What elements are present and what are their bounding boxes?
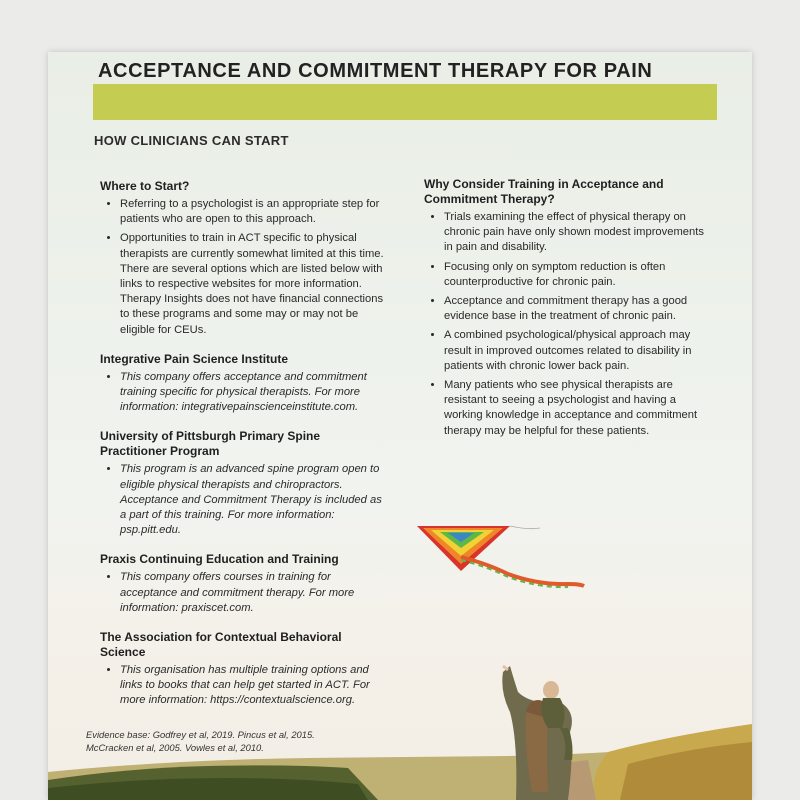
right-column: [424, 177, 714, 443]
why-consider-list: [424, 210, 714, 439]
rainbow-kite: [417, 526, 584, 587]
resource-name: Praxis Continuing Education and Training: [100, 552, 339, 567]
resource-acbs: [100, 630, 390, 709]
list-item: • Referring to a psychologist is an appropriate step for patients who are open to this approach.: [120, 197, 390, 227]
resource-pitt: [100, 429, 390, 538]
resource-description: • This program is an advanced spine program open to eligible physical therapists and chiropractors. Acceptance and Commitment Therapy is included as a part of this training. For more information: psp.pitt.edu.: [120, 462, 390, 538]
list-item: • Trials examining the effect of physical therapy on chronic pain have only shown modest improvements in pain and disability.: [444, 210, 714, 256]
evidence-base: [86, 728, 315, 754]
resource-name: Integrative Pain Science Institute: [100, 351, 289, 366]
title-banner: [93, 84, 717, 120]
resource-description: • This company offers acceptance and commitment training specific for physical therapists. For more information: integrativepainscienceinstitute.com.: [120, 370, 390, 416]
resource-description: • This organisation has multiple training options and links to books that can help get started in ACT. For more information: https://contextualscience.org.: [120, 663, 390, 709]
where-to-start-heading: Where to Start?: [100, 179, 190, 193]
handout-page: [48, 52, 752, 800]
where-to-start-list: [100, 197, 390, 338]
document-subtitle: HOW CLINICIANS CAN START: [94, 133, 289, 148]
list-item: • Focusing only on symptom reduction is often counterproductive for chronic pain.: [444, 260, 714, 290]
resource-praxis: [100, 552, 390, 616]
evidence-line-2: McCracken et al, 2005. Vowles et al, 2010.: [86, 742, 264, 753]
why-consider-heading: Why Consider Training in Acceptance and Commitment Therapy?: [424, 177, 664, 206]
resource-description: • This company offers courses in training for acceptance and commitment therapy. For more information: praxiscet.com.: [120, 570, 390, 616]
evidence-line-1: Evidence base: Godfrey et al, 2019. Pincus et al, 2015.: [86, 729, 315, 740]
document-title: ACCEPTANCE AND COMMITMENT THERAPY FOR PAIN: [98, 60, 653, 82]
list-item: • Many patients who see physical therapists are resistant to seeing a psychologist and having a working knowledge in acceptance and commitment therapy may be helpful for these patients.: [444, 378, 714, 439]
left-column: [100, 179, 390, 713]
list-item: • A combined psychological/physical approach may result in improved outcomes related to disability in patients with chronic lower back pain.: [444, 328, 714, 374]
resource-name: University of Pittsburgh Primary Spine Practitioner Program: [100, 429, 321, 459]
resource-ipsi: [100, 352, 390, 416]
resource-name: The Association for Contextual Behavioral Science: [100, 630, 342, 660]
list-item: • Opportunities to train in ACT specific to physical therapists are currently somewhat limited at this time. There are several options which are listed below with links to respective websites for more information. Therapy Insights does not have financial connections to these programs and some may or may not be eligible for CEUs.: [120, 231, 390, 337]
list-item: • Acceptance and commitment therapy has a good evidence base in the treatment of chronic pain.: [444, 294, 714, 324]
